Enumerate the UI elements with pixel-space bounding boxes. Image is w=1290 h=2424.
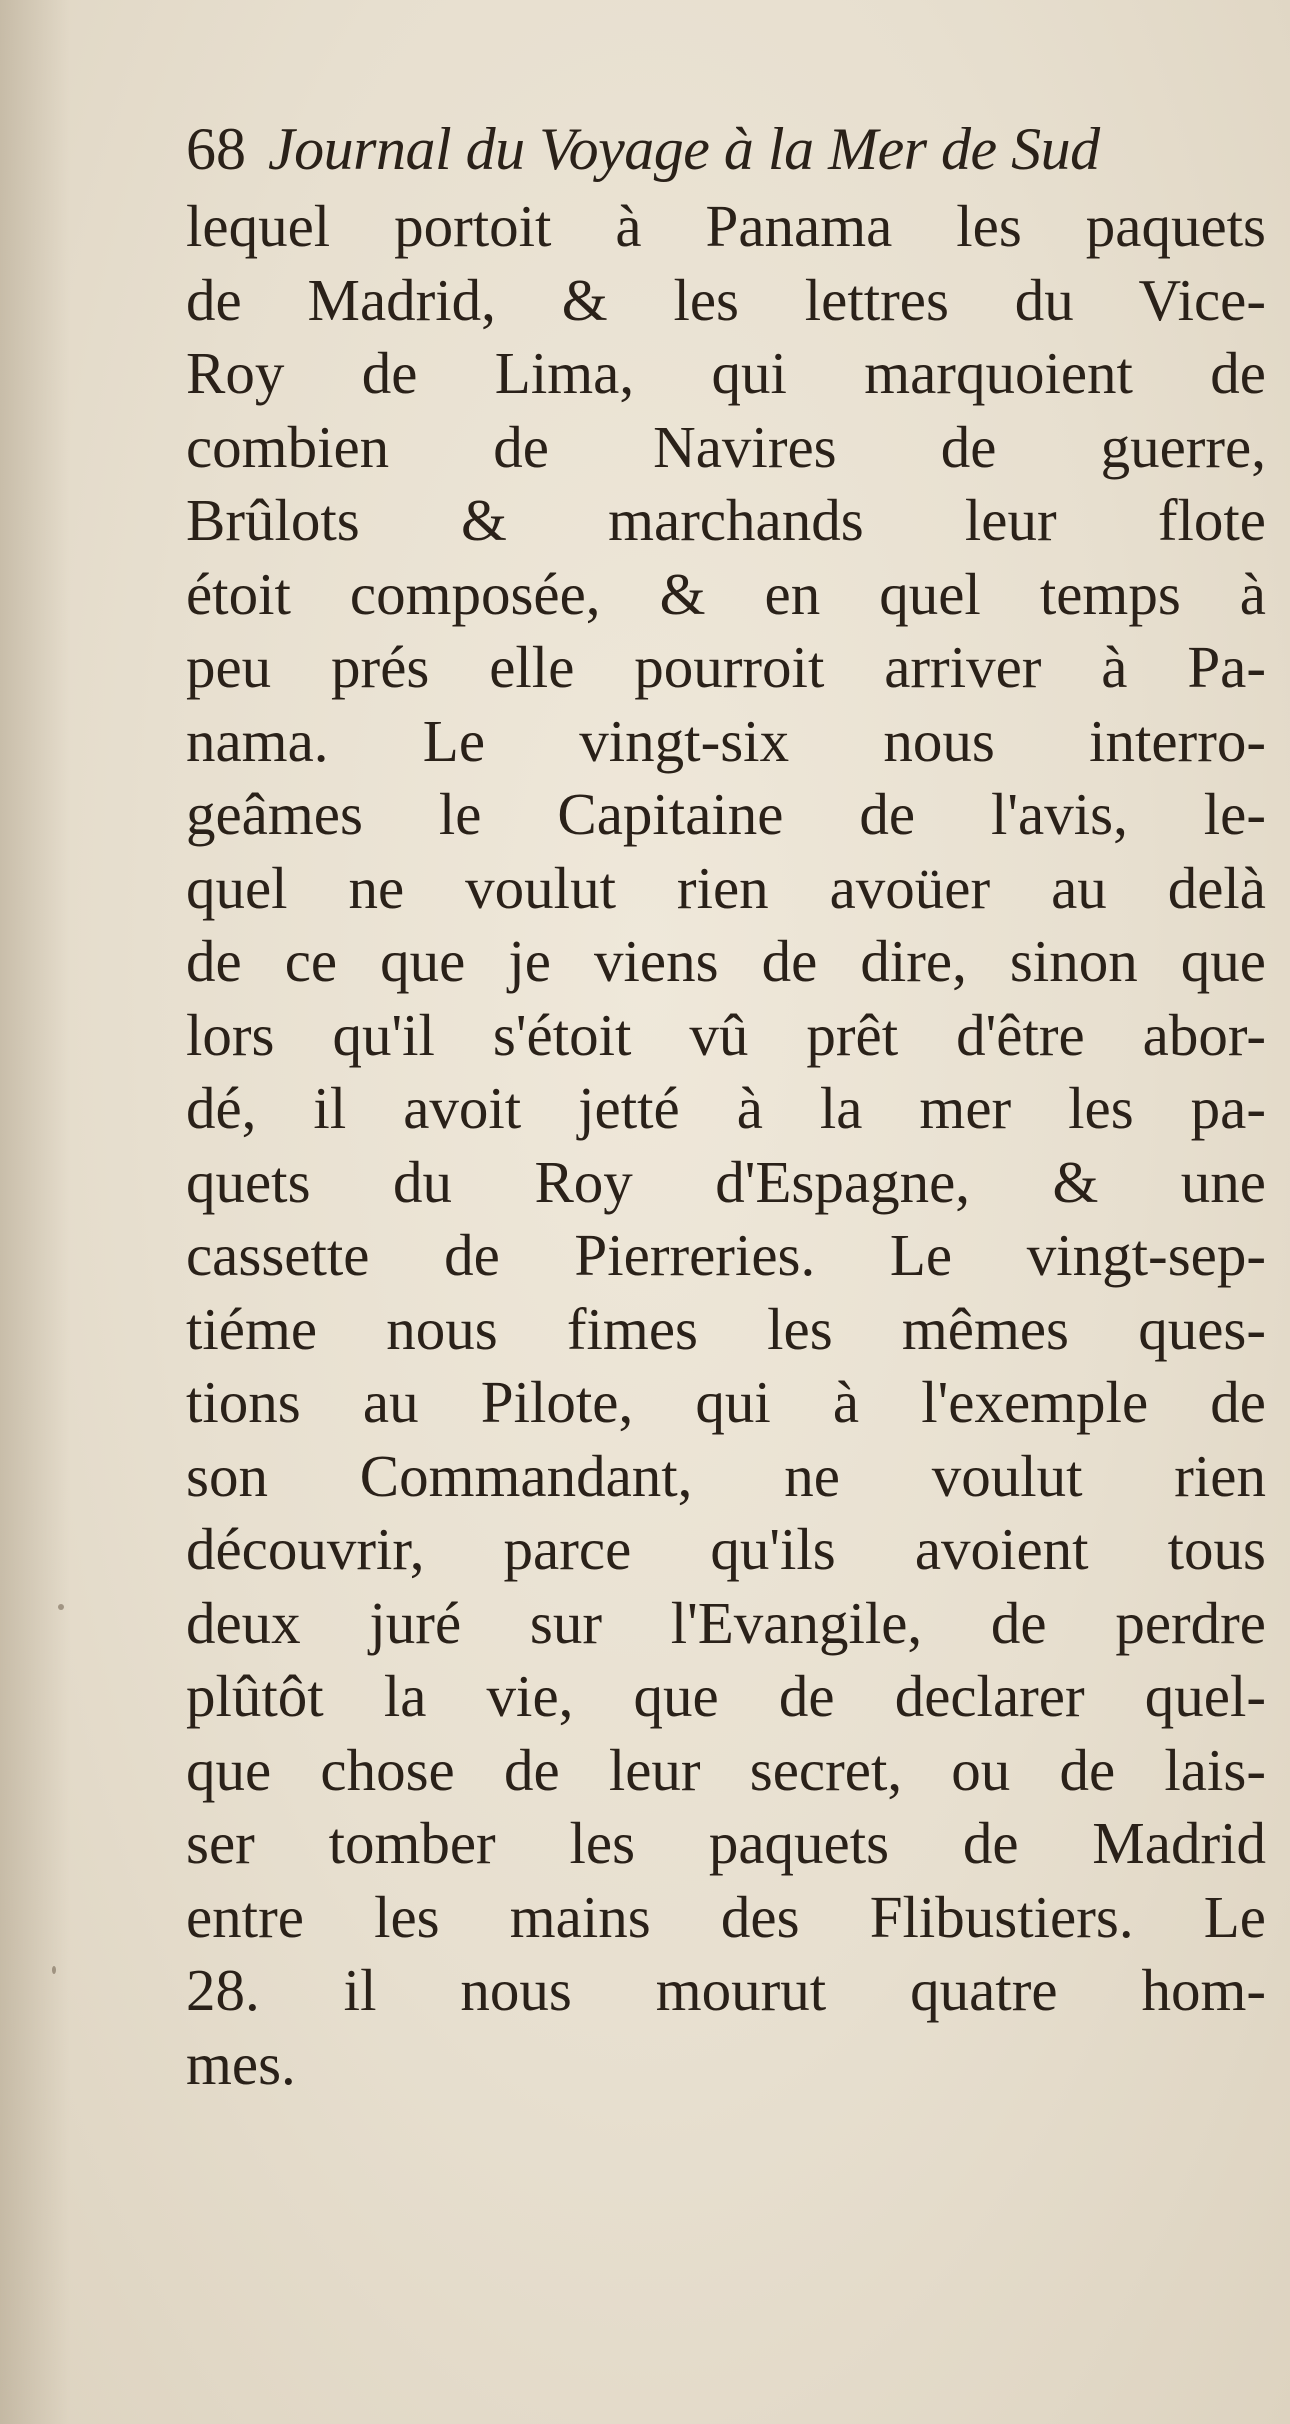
running-title: Journal du Voyage à la Mer de Sud: [268, 116, 1100, 182]
text-line: de Madrid, & les lettres du Vice-: [186, 266, 1266, 333]
text-line: combien de Navires de guerre,: [186, 413, 1266, 480]
running-header: [186, 104, 1266, 194]
text-line: Roy de Lima, qui marquoient de: [186, 340, 1266, 406]
page-body-text: [186, 190, 1266, 2101]
text-line: peu prés elle pourroit arriver à Pa-: [186, 634, 1266, 700]
text-line: Brûlots & marchands leur flote: [186, 487, 1266, 553]
page-gutter-shadow: [0, 0, 70, 2424]
text-line: plûtôt la vie, que de declarer quel-: [186, 1663, 1266, 1729]
text-line: entre les mains des Flibustiers. Le: [186, 1883, 1266, 1950]
text-line: nama. Le vingt-six nous interro-: [186, 707, 1266, 774]
text-line: quel ne voulut rien avoüer au delà: [186, 854, 1266, 921]
text-line: mes.: [186, 2030, 296, 2097]
text-line: étoit composée, & en quel temps à: [186, 560, 1266, 627]
text-line: lequel portoit à Panama les paquets: [186, 193, 1266, 259]
text-line: geâmes le Capitaine de l'avis, le-: [186, 781, 1266, 847]
text-line: lors qu'il s'étoit vû prêt d'être abor-: [186, 1001, 1266, 1068]
paper-speck: [52, 1966, 56, 1974]
text-line: cassette de Pierreries. Le vingt-sep-: [186, 1222, 1266, 1288]
text-line: découvrir, parce qu'ils avoient tous: [186, 1516, 1266, 1582]
text-line: de ce que je viens de dire, sinon que: [186, 928, 1266, 994]
text-line: tions au Pilote, qui à l'exemple de: [186, 1369, 1266, 1435]
text-line: son Commandant, ne voulut rien: [186, 1442, 1266, 1509]
text-line: ser tomber les paquets de Madrid: [186, 1810, 1266, 1876]
text-line: tiéme nous fimes les mêmes ques-: [186, 1295, 1266, 1362]
text-line: dé, il avoit jetté à la mer les pa-: [186, 1075, 1266, 1141]
page-number: 68: [186, 116, 246, 182]
text-line: que chose de leur secret, ou de lais-: [186, 1736, 1266, 1803]
text-line: deux juré sur l'Evangile, de perdre: [186, 1589, 1266, 1656]
text-line: quets du Roy d'Espagne, & une: [186, 1148, 1266, 1215]
text-line: 28. il nous mourut quatre hom-: [186, 1957, 1266, 2023]
paper-speck: [58, 1604, 64, 1610]
